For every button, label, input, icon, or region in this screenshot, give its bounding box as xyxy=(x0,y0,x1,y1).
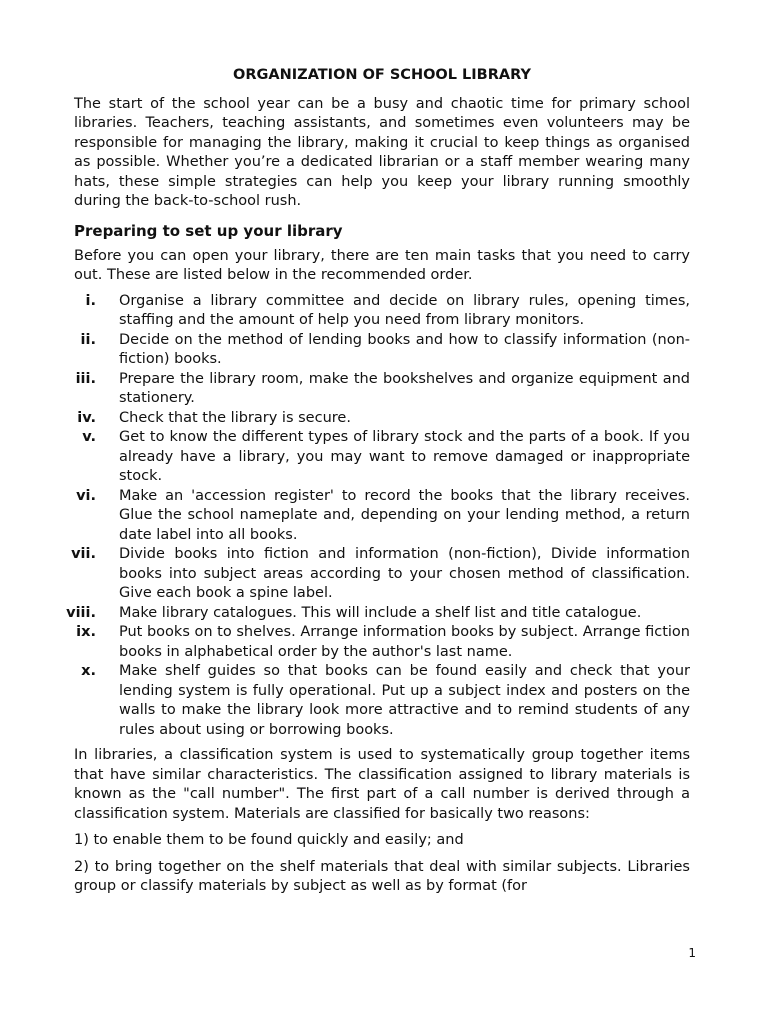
list-item-text: Prepare the library room, make the bookshelves and organize equipment and stationery. xyxy=(119,370,690,406)
list-item xyxy=(74,623,690,662)
document-page xyxy=(66,66,690,897)
list-item-text: Divide books into fiction and information (non-fiction), Divide information books into subject areas according to your chosen method of classification. Give each book a spine label. xyxy=(119,546,690,601)
task-list xyxy=(66,292,690,741)
reason-two: 2) to bring together on the shelf materials that deal with similar subjects. Libraries group or classify materials by subject as well as by format (for xyxy=(74,858,690,894)
list-item-number: vii. xyxy=(71,546,96,562)
list-item-text: Make an 'accession register' to record the books that the library receives. Glue the school nameplate and, depending on your lending method, a return date label into all books. xyxy=(119,487,690,543)
list-item-number: ix. xyxy=(76,624,96,640)
list-item-text: Get to know the different types of library stock and the parts of a book. If you already have a library, you may want to remove damaged or inappropriate stock. xyxy=(119,429,690,484)
list-item-number: iv. xyxy=(77,409,96,426)
list-item xyxy=(71,545,690,604)
list-item-text: Make shelf guides so that books can be found easily and check that your lending system is fully operational. Put up a subject index and posters on the walls to make the library look more attractive and to remind students of any rules about using or borrowing books. xyxy=(119,663,690,738)
list-item-text: Decide on the method of lending books and how to classify information (non-fiction) books. xyxy=(119,331,690,367)
list-item xyxy=(74,487,690,546)
document-title: ORGANIZATION OF SCHOOL LIBRARY xyxy=(233,67,531,83)
list-item-text: Make library catalogues. This will include a shelf list and title catalogue. xyxy=(119,604,642,621)
list-item xyxy=(74,428,690,487)
list-item-number: vi. xyxy=(76,487,96,504)
classification-paragraph: In libraries, a classification system is used to systematically group together items that have similar characteristics. The classification assigned to library materials is known as the "call number". The first part of a call number is derived through a classification system. Materials are classified for basically two reasons: xyxy=(74,747,690,822)
list-item-number: i. xyxy=(85,292,96,309)
list-item xyxy=(66,604,690,624)
list-item xyxy=(74,409,690,429)
list-item-number: viii. xyxy=(66,604,96,621)
list-item-text: Check that the library is secure. xyxy=(119,409,351,426)
list-item-number: x. xyxy=(81,663,96,679)
intro-paragraph: The start of the school year can be a busy and chaotic time for primary school libraries. Teachers, teaching assistants, and sometimes even volunteers may be responsible for managing the library, making it crucial to keep things as organised as possible. Whether you’re a dedicated librarian or a staff member wearing many hats, these simple strategies can help you keep your library running smoothly during the back-to-school rush. xyxy=(74,95,690,209)
section-intro-paragraph: Before you can open your library, there are ten main tasks that you need to carry out. These are listed below in the recommended order. xyxy=(74,247,690,283)
section-heading: Preparing to set up your library xyxy=(74,221,343,240)
list-item-number: v. xyxy=(82,429,96,445)
list-item-number: iii. xyxy=(75,370,96,387)
reason-one: 1) to enable them to be found quickly and easily; and xyxy=(74,832,464,848)
list-item xyxy=(74,331,690,370)
list-item-text: Organise a library committee and decide on library rules, opening times, staffing and the amount of help you need from library monitors. xyxy=(119,292,690,328)
page-number: 1 xyxy=(688,946,696,960)
list-item-text: Put books on to shelves. Arrange information books by subject. Arrange fiction books in alphabetical order by the author's last name. xyxy=(119,624,690,660)
list-item xyxy=(74,370,690,409)
list-item xyxy=(74,662,690,740)
list-item-number: ii. xyxy=(80,331,96,348)
list-item xyxy=(74,292,690,331)
